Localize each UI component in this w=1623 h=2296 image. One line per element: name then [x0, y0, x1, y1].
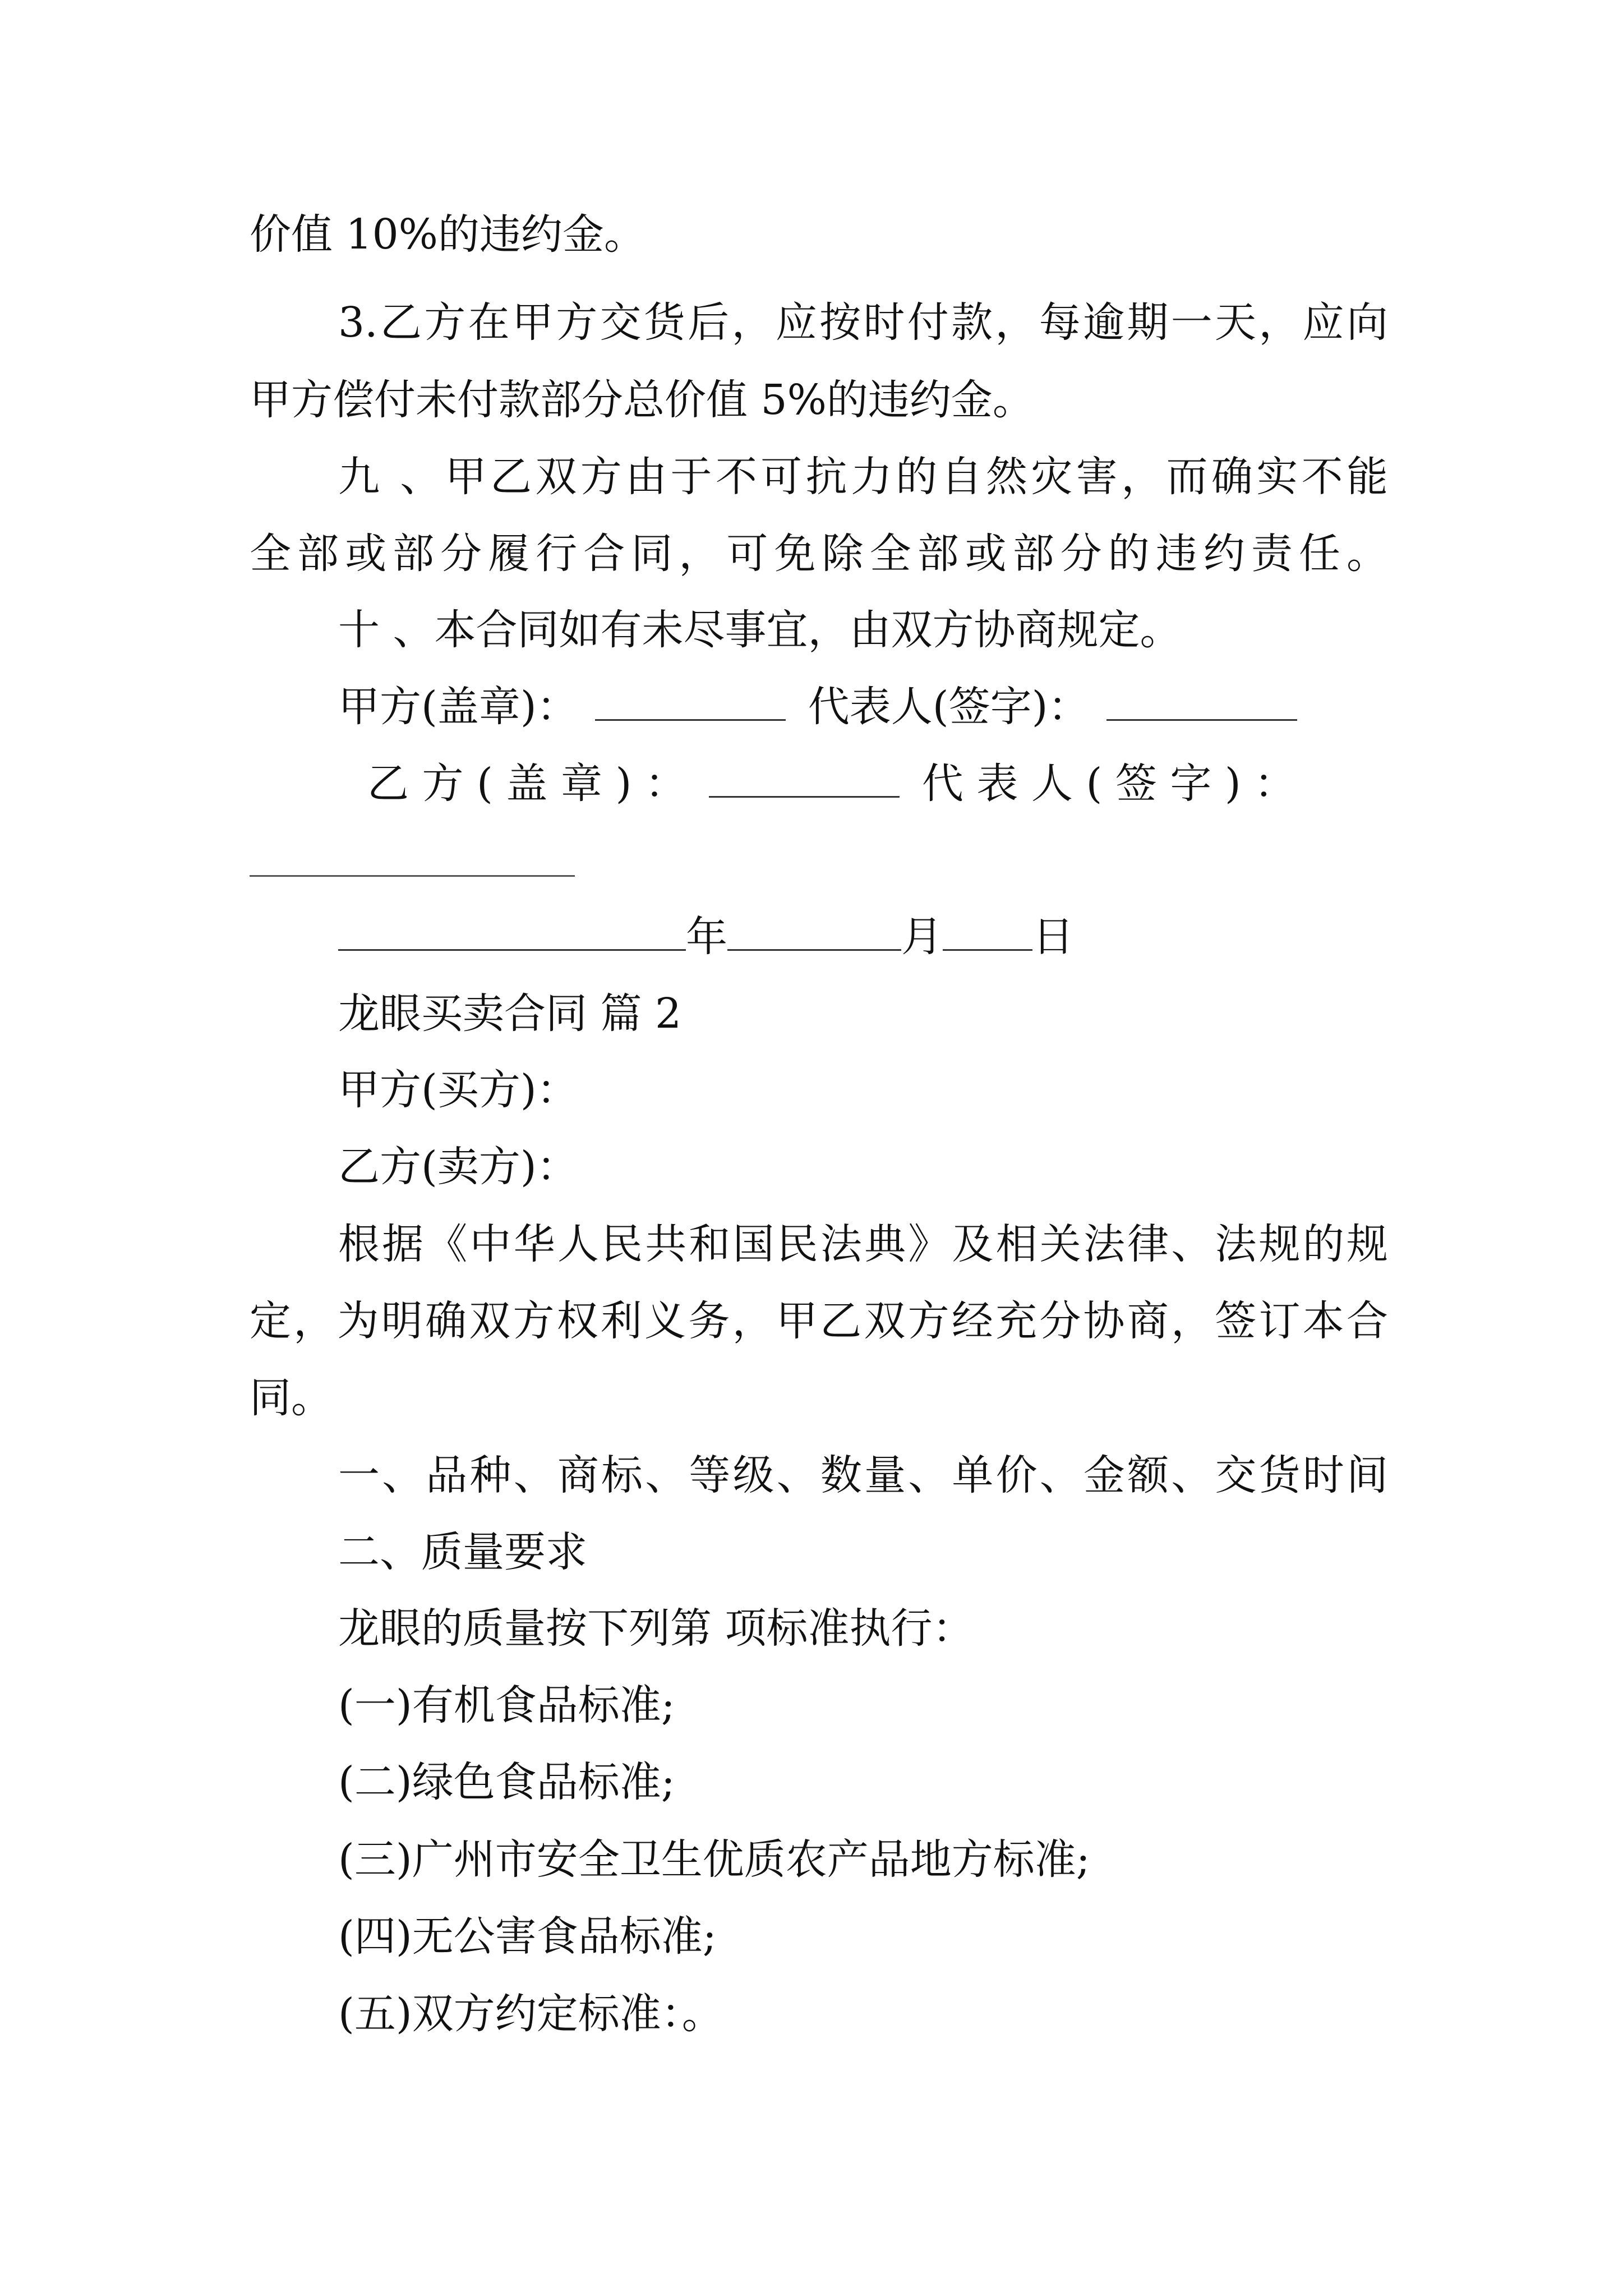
day-blank	[943, 914, 1032, 951]
party-b-seal-label: 乙 方 ( 盖 章 ) ：	[367, 760, 686, 808]
year-blank	[338, 914, 686, 951]
signature-line-party-a	[338, 679, 1388, 735]
month-blank	[727, 914, 901, 951]
preamble-line: 根据《中华人民共和国民法典》及相关法律、法规的规	[338, 1220, 1388, 1268]
standard-item: (四)无公害食品标准;	[338, 1912, 717, 1961]
party-a-rep-label: 代表人(签字)：	[808, 683, 1090, 731]
clause-nine-line: 九 、甲乙双方由于不可抗力的自然灾害，而确实不能	[338, 453, 1388, 501]
preamble-line: 同。	[250, 1374, 333, 1422]
year-label: 年	[686, 913, 727, 961]
seller-line: 乙方(卖方)：	[338, 1143, 578, 1191]
standard-item: (二)绿色食品标准;	[338, 1758, 675, 1806]
standard-item: (一)有机食品标准;	[338, 1681, 675, 1729]
party-a-rep-blank	[1106, 684, 1297, 721]
preamble-line: 定，为明确双方权利义务，甲乙双方经充分协商，签订本合	[250, 1297, 1388, 1345]
date-line	[338, 909, 1388, 965]
paragraph-line: 3.乙方在甲方交货后，应按时付款，每逾期一天，应向	[338, 298, 1388, 347]
quality-intro: 龙眼的质量按下列第 项标准执行：	[338, 1604, 974, 1653]
section-heading: 二、质量要求	[338, 1528, 587, 1576]
party-b-rep-label: 代 表 人 ( 签 字 ) ：	[921, 760, 1296, 808]
month-label: 月	[901, 913, 943, 961]
signature-line-party-b	[367, 756, 1417, 812]
party-b-seal-blank	[709, 761, 900, 798]
paragraph-line: 甲方偿付未付款部分总价值 5%的违约金。	[250, 376, 1034, 424]
clause-nine-line: 全部或部分履行合同，可免除全部或部分的违约责任。	[250, 530, 1388, 578]
buyer-line: 甲方(买方)：	[338, 1066, 578, 1114]
paragraph-line: 价值 10%的违约金。	[250, 210, 645, 259]
section-heading: 一、品种、商标、等级、数量、单价、金额、交货时间	[338, 1451, 1388, 1499]
party-a-seal-label: 甲方(盖章)：	[338, 683, 578, 731]
party-a-seal-blank	[595, 684, 786, 721]
day-label: 日	[1032, 913, 1074, 961]
contract-title: 龙眼买卖合同 篇 2	[338, 990, 682, 1038]
standard-item: (五)双方约定标准：。	[338, 1990, 723, 2038]
clause-ten-line: 十 、本合同如有未尽事宜，由双方协商规定。	[338, 606, 1182, 654]
party-b-rep-blank	[250, 875, 575, 877]
standard-item: (三)广州市安全卫生优质农产品地方标准;	[338, 1835, 1090, 1884]
